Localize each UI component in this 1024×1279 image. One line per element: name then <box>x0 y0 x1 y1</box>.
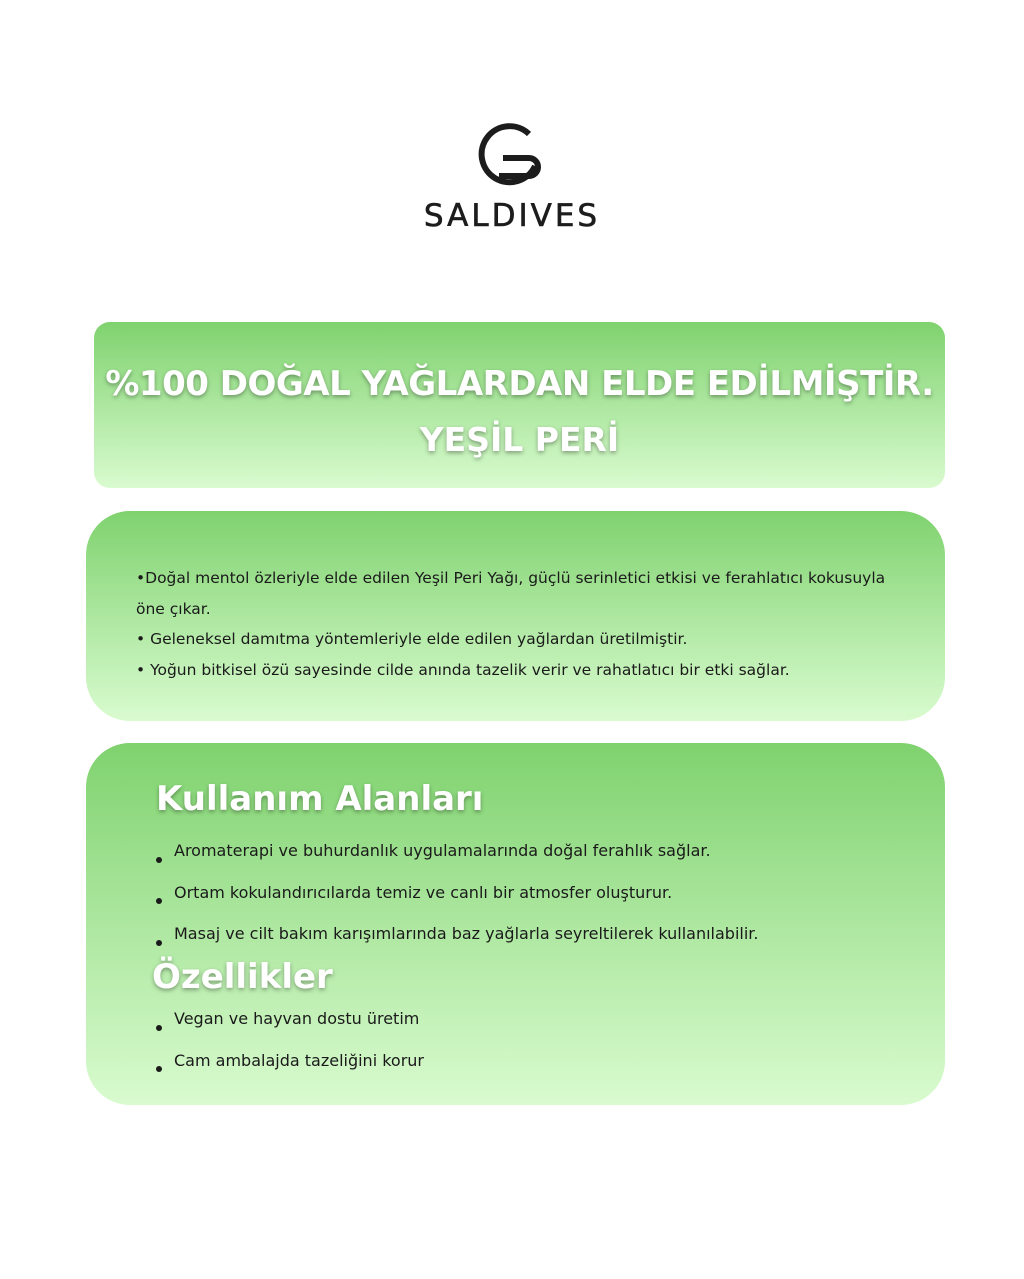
usage-card <box>86 743 945 1105</box>
usage-item: Masaj ve cilt bakım karışımlarında baz yağlarla seyreltilerek kullanılabilir. <box>156 922 758 964</box>
saldives-monogram-icon <box>477 118 547 190</box>
headline-product-name: YEŞİL PERİ <box>419 420 620 459</box>
usage-item: Aromaterapi ve buhurdanlık uygulamalarında doğal ferahlık sağlar. <box>156 839 758 881</box>
features-card <box>86 511 945 721</box>
feature-item: • Geleneksel damıtma yöntemleriyle elde edilen yağlardan üretilmiştir. <box>136 630 688 648</box>
features-list <box>136 563 896 685</box>
usage-item: Ortam kokulandırıcılarda temiz ve canlı bir atmosfer oluşturur. <box>156 881 758 923</box>
brand-name: SALDIVES <box>423 198 601 234</box>
headline-card <box>94 322 945 488</box>
property-item: Vegan ve hayvan dostu üretim <box>156 1007 424 1049</box>
feature-item: • Yoğun bitkisel özü sayesinde cilde anında tazelik verir ve rahatlatıcı bir etki sağlar. <box>136 660 790 679</box>
property-item: Cam ambalajda tazeliğini korur <box>156 1049 424 1091</box>
properties-heading: Özellikler <box>152 957 333 997</box>
feature-item: •Doğal mentol özleriyle elde edilen Yeşil Peri Yağı, güçlü serinletici etkisi ve ferahlatıcı kokusuyla öne çıkar. <box>136 569 886 618</box>
brand-logo <box>0 118 1024 234</box>
usage-list <box>156 839 758 964</box>
properties-list <box>156 1007 424 1090</box>
headline-main: %100 DOĞAL YAĞLARDAN ELDE EDİLMİŞTİR. <box>105 364 934 404</box>
usage-heading: Kullanım Alanları <box>156 779 484 819</box>
